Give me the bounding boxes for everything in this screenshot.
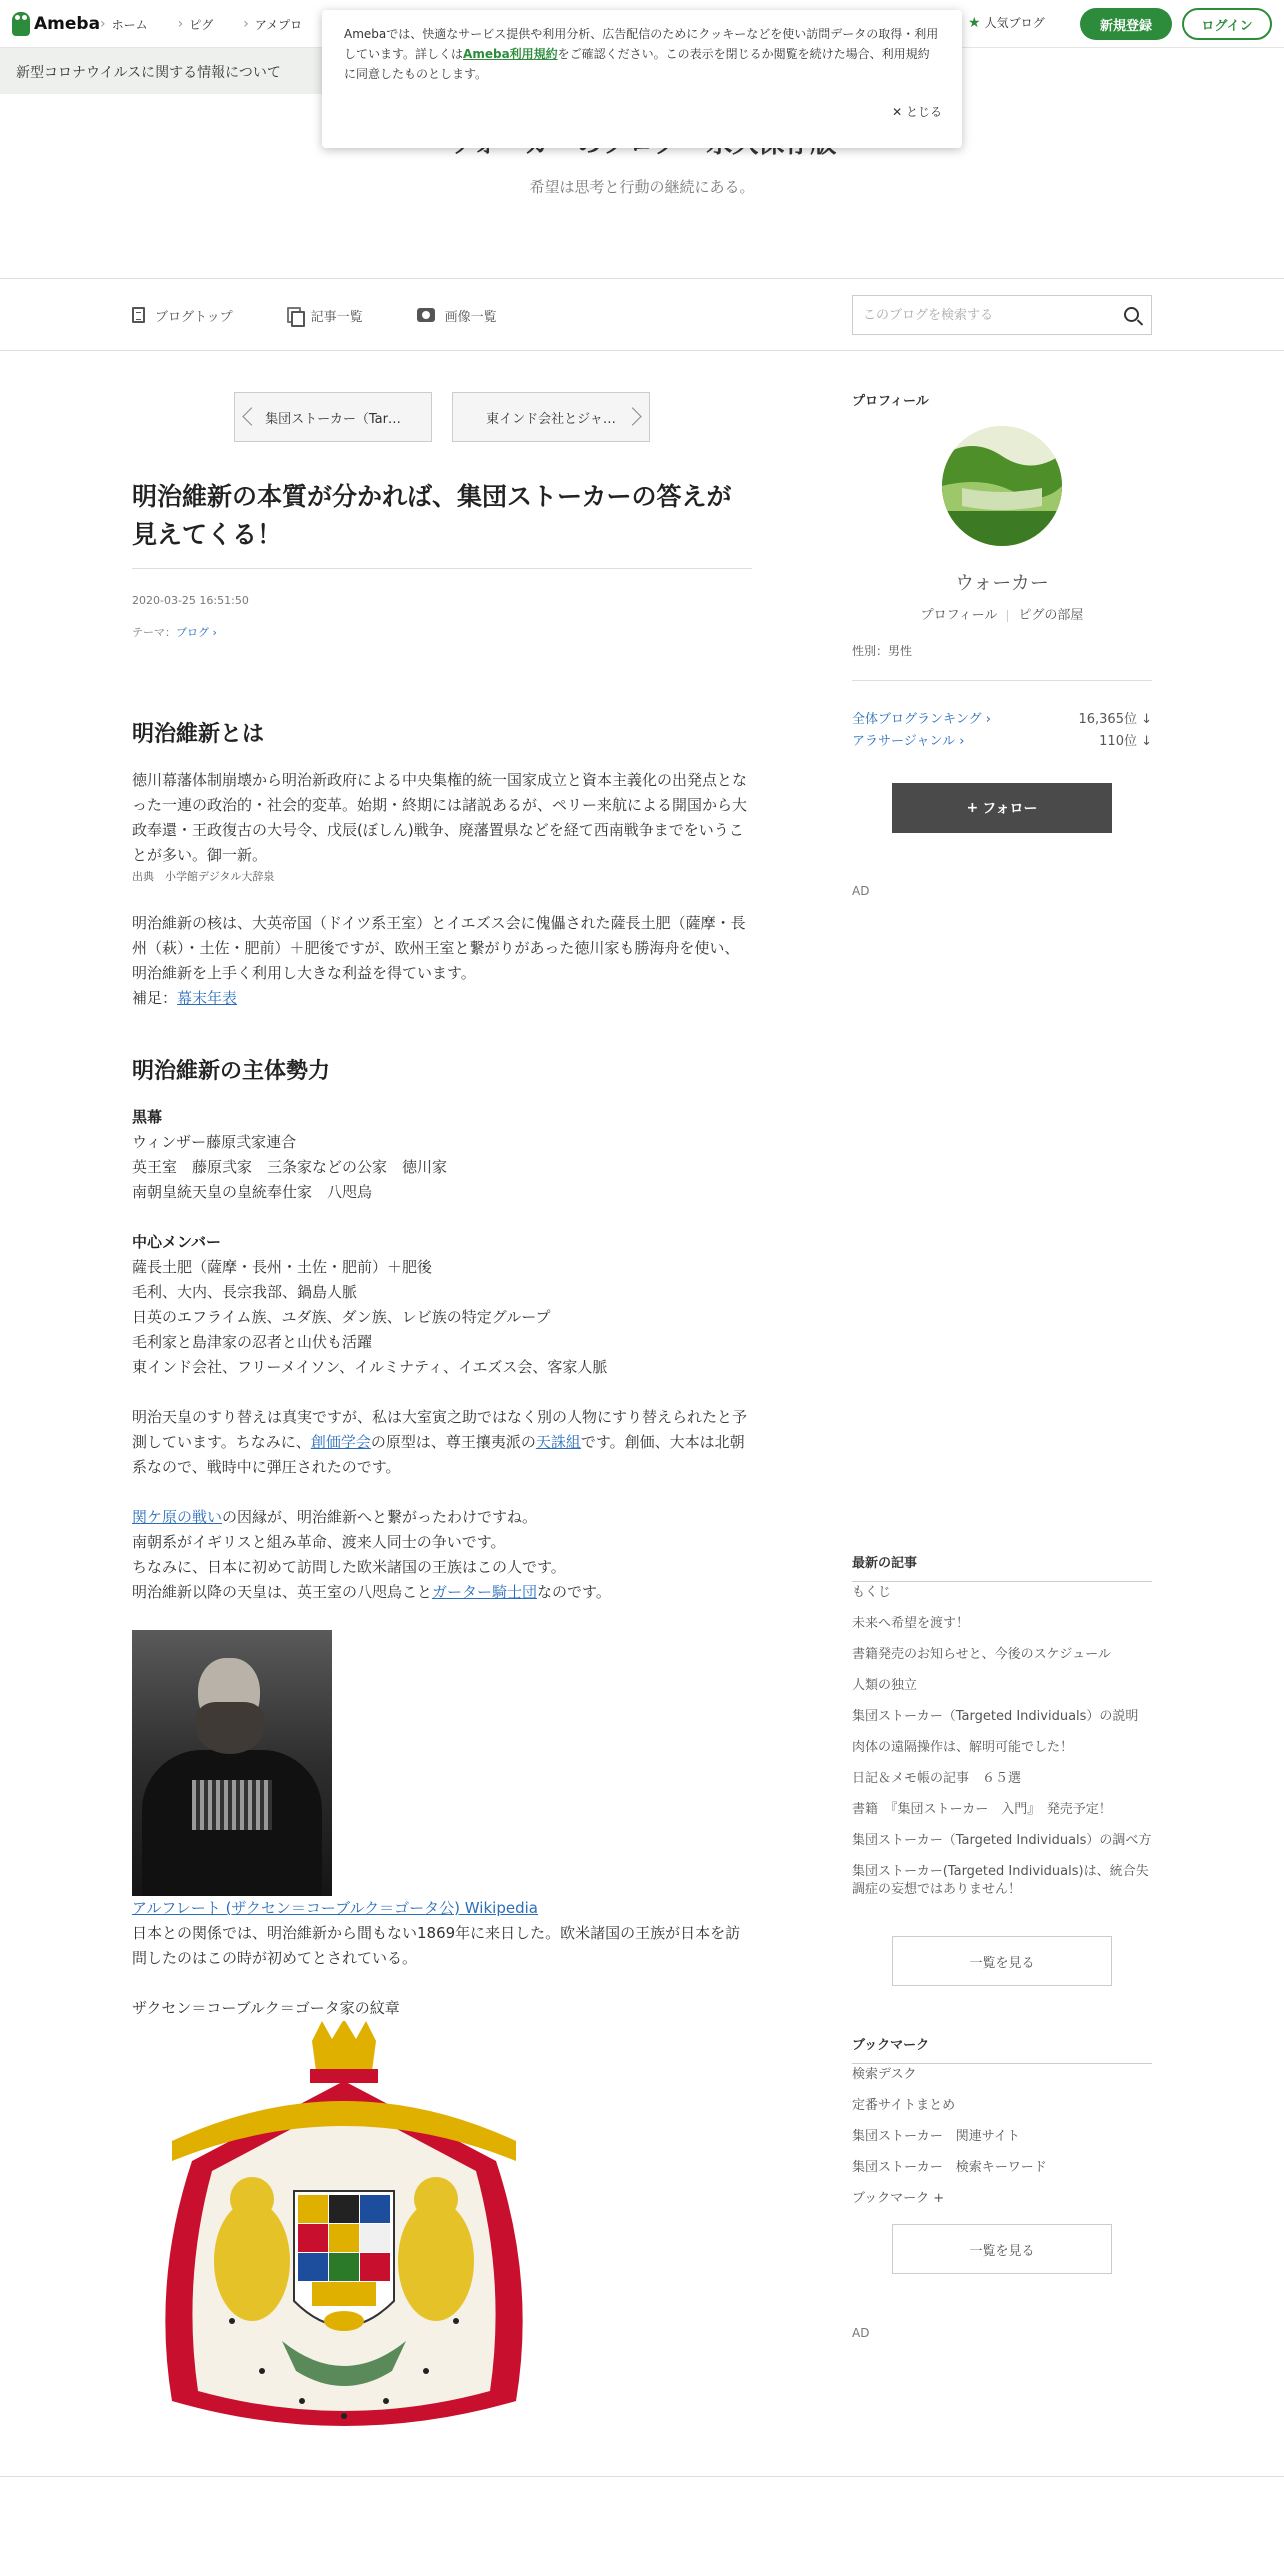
chevron-right-icon: › [959, 734, 965, 749]
divider [132, 568, 752, 569]
cookie-text: Amebaでは、快適なサービス提供や利用分析、広告配信のためにクッキーなどを使い訪問データの取得・利用しています。詳しくは [344, 27, 939, 61]
genre-ranking [852, 730, 1152, 749]
login-button[interactable]: ログイン [1182, 8, 1272, 40]
portrait-beard [196, 1702, 264, 1754]
profile-link[interactable]: プロフィール [920, 608, 998, 623]
alfred-portrait-image[interactable] [132, 1630, 332, 1896]
cookie-text-after: をご確認ください。この表示を閉じるか閲覧を続けた場合、利用規約に同意したものとします。 [344, 47, 930, 81]
supplement-label: 補足： [132, 989, 178, 1007]
prev-article-button[interactable]: 集団ストーカー（Tar… [234, 392, 432, 442]
latest-article-item[interactable]: 未来へ希望を渡す！ [852, 1616, 970, 1631]
bookmark-see-all-button[interactable]: 一覧を見る [892, 2224, 1112, 2274]
coat-of-arms-image[interactable] [132, 2021, 556, 2441]
follow-label: フォロー [982, 801, 1038, 817]
blog-description: 希望は思考と行動の継続にある。 [529, 178, 755, 196]
list-item: 南朝皇統天皇の皇統奉仕家 八咫烏 [132, 1183, 373, 1201]
ad-label: AD [852, 2326, 870, 2340]
soka-link[interactable]: 創価学会 [310, 1433, 371, 1451]
list-item: 毛利家と島津家の忍者と山伏も活躍 [132, 1333, 373, 1351]
article-pager [234, 392, 650, 442]
paragraph [132, 1505, 754, 1530]
latest-see-all-button[interactable]: 一覧を見る [892, 1936, 1112, 1986]
bookmark-item[interactable]: 集団ストーカー 検索キーワード [852, 2160, 1047, 2175]
text: 明治天皇のすり替えは真実ですが、私は大室寅之助ではなく別の人物にすり替えられたと予測しています。ちなみに、 [132, 1408, 748, 1451]
kuromaku-label: 黒幕 [132, 1108, 163, 1126]
global-nav [100, 0, 302, 48]
bakumatsu-link[interactable]: 幕末年表 [177, 989, 238, 1007]
register-button[interactable]: 新規登録 [1080, 8, 1172, 40]
latest-articles-heading: 最新の記事 [852, 1552, 1152, 1582]
list-item: 日英のエフライム族、ユダ族、ダン族、レビ族の特定グループ [132, 1308, 551, 1326]
entry-list-link[interactable] [287, 306, 363, 325]
overall-ranking [852, 708, 1152, 727]
bookmark-heading: ブックマーク [852, 2034, 1152, 2064]
profile-section [852, 390, 1152, 409]
ameba-frog-icon [12, 12, 30, 36]
nav-amepro[interactable]: › アメプロ [243, 16, 302, 33]
genre-ranking-link[interactable] [852, 730, 965, 749]
tenchugumi-link[interactable]: 天誅組 [535, 1433, 581, 1451]
follow-button[interactable] [892, 783, 1112, 833]
terms-link[interactable]: Ameba利用規約 [463, 47, 558, 61]
theme-label: テーマ： [132, 626, 176, 639]
avatar-image [942, 426, 1062, 546]
profile-avatar[interactable] [942, 426, 1062, 546]
latest-article-item[interactable]: 書籍 『集団ストーカー 入門』 発売予定！ [852, 1802, 1112, 1817]
paragraph: 日本との関係では、明治維新から間もない1869年に来日した。欧米諸国の王族が日本を訪問したのはこの時が初めてとされている。 [132, 1924, 741, 1967]
logo-text: Ameba [34, 14, 101, 34]
paragraph [132, 1580, 754, 1605]
overall-ranking-value: 16,365位 ↓ [1078, 712, 1152, 727]
bookmark-item[interactable]: 集団ストーカー 関連サイト [852, 2129, 1020, 2144]
document-icon [132, 307, 145, 323]
divider [0, 350, 1284, 351]
paragraph [132, 1405, 754, 1480]
blog-top-link[interactable] [132, 306, 233, 325]
paragraph: ザクセン＝コーブルク＝ゴータ家の紋章 [132, 1999, 400, 2017]
bookmark-list [852, 2066, 1152, 2221]
latest-article-item[interactable]: 人類の独立 [852, 1678, 918, 1693]
nav-pigg[interactable]: › ピグ [178, 16, 214, 33]
list-item: ウィンザー藤原弐家連合 [132, 1133, 297, 1151]
wikipedia-link[interactable]: アルフレート (ザクセン＝コーブルク＝ゴータ公) Wikipedia [132, 1899, 538, 1917]
genre-ranking-value: 110位 ↓ [1099, 734, 1152, 749]
paragraph: 明治維新の核は、大英帝国（ドイツ系王室）とイエズス会に傀儡された薩長土肥（薩摩・長州（萩）・土佐・肥前）＋肥後ですが、欧州王室と繋がりがあった徳川家も勝海舟を使い、明治維新を上手く利用し大きな利益を得ています。 [132, 914, 746, 982]
profile-heading: プロフィール [852, 394, 929, 409]
paragraph: ちなみに、日本に初めて訪問した欧米諸国の王族はこの人です。 [132, 1558, 566, 1576]
paragraph [132, 986, 754, 1011]
chevron-right-icon: › [985, 712, 991, 727]
blog-search [852, 295, 1152, 335]
section-heading: 明治維新とは [132, 722, 265, 747]
search-icon[interactable] [1124, 307, 1139, 322]
profile-links [852, 604, 1152, 623]
blog-search-input[interactable] [853, 296, 1103, 334]
bookmark-item[interactable]: 定番サイトまとめ [852, 2098, 956, 2113]
divider [0, 2476, 1284, 2477]
text: です。創価、大本は北朝系なので、戦時中に弾圧されたのです。 [132, 1433, 745, 1476]
cookie-close-label: とじる [905, 105, 942, 119]
latest-article-item[interactable]: 集団ストーカー(Targeted Individuals)は、統合失調症の妄想ではありません！ [852, 1864, 1149, 1897]
divider [852, 680, 1152, 681]
article-body [132, 718, 754, 2449]
garter-link[interactable]: ガーター騎士団 [432, 1583, 538, 1601]
cookie-consent-dialog [322, 10, 962, 148]
text: の原型は、尊王攘夷派の [370, 1433, 536, 1451]
list-item: 東インド会社、フリーメイソン、イルミナティ、イエズス会、客家人脈 [132, 1358, 608, 1376]
text: の因縁が、明治維新へと繋がったわけですね。 [222, 1508, 538, 1526]
image-list-link[interactable] [417, 306, 497, 325]
latest-article-item[interactable]: 集団ストーカー（Targeted Individuals）の説明 [852, 1709, 1139, 1724]
sekigahara-link[interactable]: 関ケ原の戦い [132, 1508, 223, 1526]
genre-ranking-label: アラサージャンル [852, 734, 956, 749]
entry-list-label: 記事一覧 [310, 309, 363, 325]
latest-article-item[interactable]: 集団ストーカー（Targeted Individuals）の調べ方 [852, 1833, 1152, 1848]
theme-link[interactable]: ブログ [176, 626, 209, 639]
article-theme [132, 624, 217, 640]
overall-ranking-label: 全体ブログランキング [852, 712, 982, 727]
image-caption [132, 1896, 754, 1921]
list-item: 英王室 藤原弐家 三条家などの公家 徳川家 [132, 1158, 448, 1176]
image-list-label: 画像一覧 [444, 309, 497, 325]
latest-article-item[interactable]: もくじ [852, 1585, 892, 1600]
profile-gender: 性別：男性 [852, 644, 913, 658]
subheading [132, 1105, 754, 1130]
camera-icon [417, 308, 435, 322]
portrait-medals [192, 1780, 272, 1830]
plus-icon: + [966, 800, 979, 816]
article-date: 2020-03-25 16:51:50 [132, 594, 249, 607]
source-note: 出典 小学館デジタル大辞泉 [132, 870, 275, 883]
popular-blog-label: 人気ブログ [984, 16, 1045, 30]
article-title[interactable]: 明治維新の本質が分かれば、集団ストーカーの答えが見えてくる！ [132, 482, 732, 549]
paragraph: 徳川幕藩体制崩壊から明治新政府による中央集権的統一国家成立と資本主義化の出発点となった一連の政治的・社会的変革。始期・終期には諸説あるが、ペリー来航による開国から大政奉還・王政復古の大号令、戊辰(ぼしん)戦争、廃藩置県などを経て西南戦争までをいうことが多い。御一新。 [132, 771, 748, 864]
chevron-right-icon: › [209, 626, 217, 639]
latest-article-item[interactable]: 日記＆メモ帳の記事 ６５選 [852, 1771, 1022, 1786]
blog-top-label: ブログトップ [155, 309, 233, 325]
pigg-room-link[interactable]: ピグの部屋 [1018, 608, 1084, 623]
ad-label: AD [852, 884, 870, 898]
text: 明治維新以降の天皇は、英王室の八咫烏こと [132, 1583, 433, 1601]
section-heading: 明治維新の主体勢力 [132, 1059, 331, 1084]
covid-info-banner[interactable]: 新型コロナウイルスに関する情報について [0, 48, 340, 94]
divider [0, 278, 1284, 279]
core-label: 中心メンバー [132, 1233, 221, 1251]
popular-blog-link[interactable] [968, 14, 1045, 31]
cookie-close-button[interactable] [892, 102, 942, 122]
paragraph: 南朝系がイギリスと組み革命、渡来人同士の争いです。 [132, 1533, 506, 1551]
close-icon: ✕ [892, 105, 906, 119]
latest-article-item[interactable]: 書籍発売のお知らせと、今後のスケジュール [852, 1647, 1111, 1662]
latest-articles-list [852, 1584, 1152, 1912]
bookmark-item[interactable]: ブックマーク + [852, 2191, 945, 2206]
blog-nav [132, 300, 497, 330]
next-article-button[interactable]: 東インド会社とジャ… [452, 392, 650, 442]
profile-name[interactable]: ウォーカー [955, 572, 1049, 594]
latest-article-item[interactable]: 肉体の遠隔操作は、解明可能でした！ [852, 1740, 1074, 1755]
ameba-logo[interactable] [12, 10, 100, 38]
list-item: 薩長土肥（薩摩・長州・土佐・肥前）＋肥後 [132, 1258, 433, 1276]
documents-icon [287, 307, 301, 323]
list-item: 毛利、大内、長宗我部、鍋島人脈 [132, 1283, 358, 1301]
text: なのです。 [537, 1583, 611, 1601]
overall-ranking-link[interactable] [852, 708, 991, 727]
bookmark-item[interactable]: 検索デスク [852, 2067, 917, 2082]
subheading [132, 1230, 754, 1255]
star-icon: ★ [968, 14, 981, 31]
nav-home[interactable]: › ホーム [100, 16, 148, 33]
